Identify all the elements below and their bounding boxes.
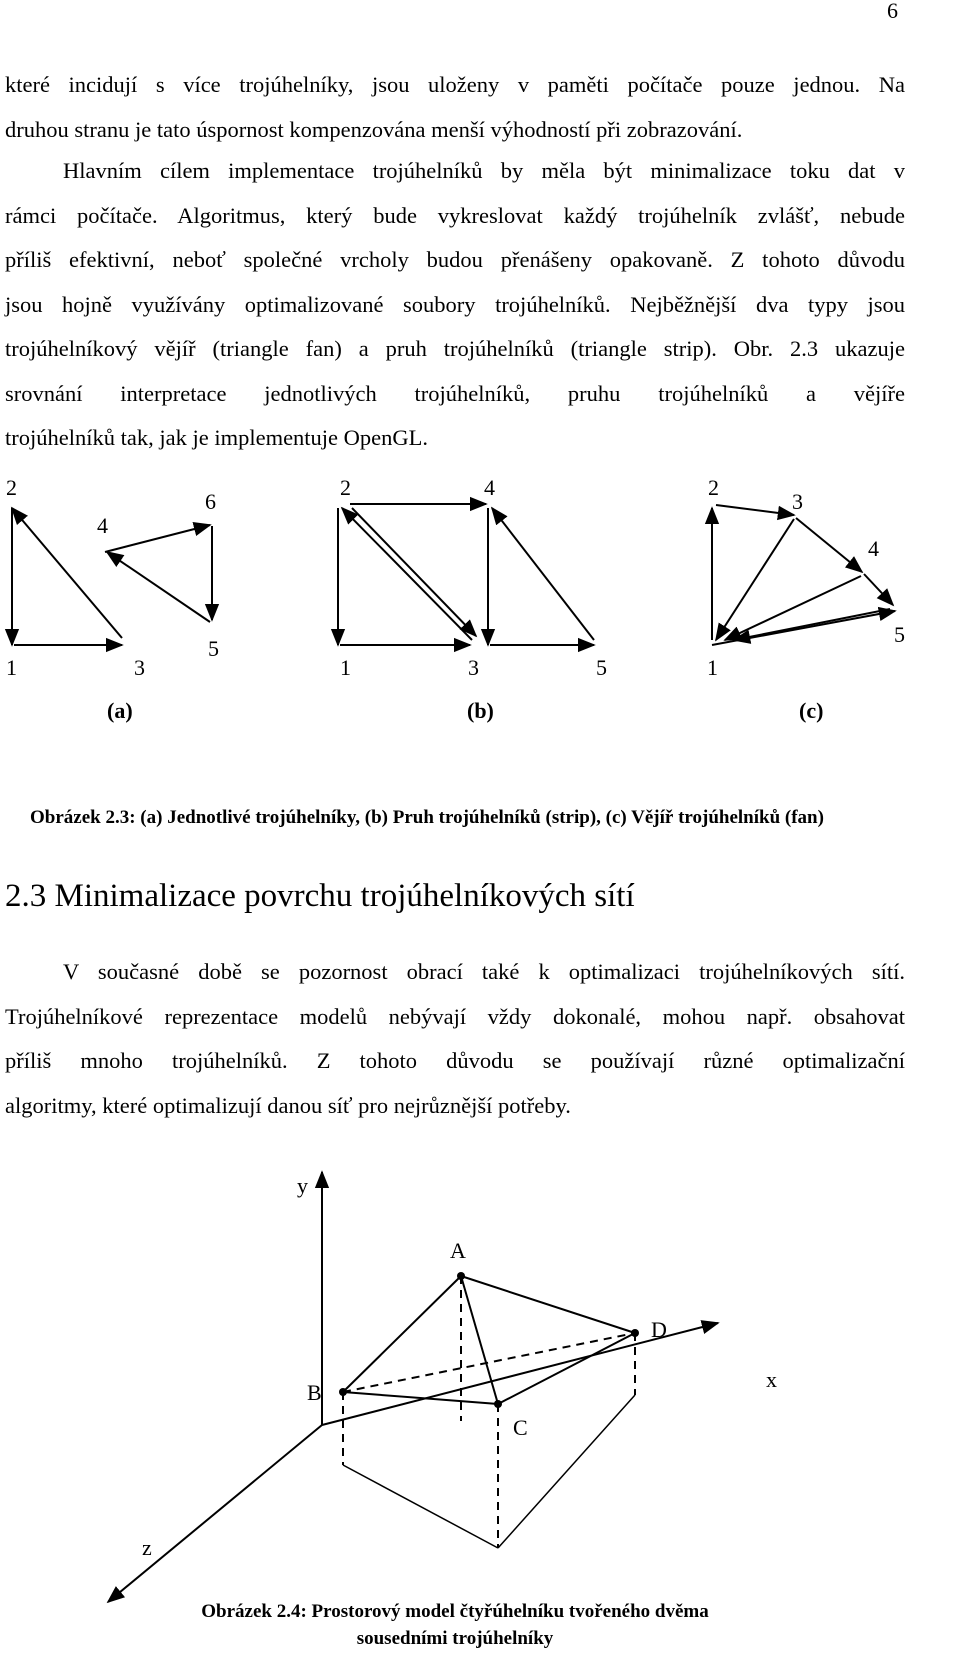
caption-line: sousedními trojúhelníky	[356, 1628, 554, 1649]
edge	[105, 525, 210, 552]
text-line: srovnání interpretace jednotlivých trojúhelníků, pruhu trojúhelníků a vějíře	[5, 380, 905, 406]
text-line: jsou hojně využívány optimalizované soubory trojúhelníků. Nejběžnější dva typy jsou	[5, 291, 905, 317]
paragraph-implementation	[5, 149, 905, 461]
vertex-label: 5	[596, 655, 607, 680]
floor-projection	[343, 1395, 635, 1548]
panel-label: (a)	[107, 698, 133, 723]
panel-c-fan	[712, 505, 895, 645]
axis-z	[108, 1425, 322, 1602]
vertex-label: 2	[6, 475, 17, 500]
vertex-label: 1	[6, 655, 17, 680]
edge	[864, 574, 893, 605]
text-line: algoritmy, které optimalizují danou síť pro nejrůznější potřeby.	[5, 1092, 571, 1118]
text-line: Trojúhelníkové reprezentace modelů nebývají vždy dokonalé, mohou např. obsahovat	[5, 1003, 905, 1029]
text-line: V současné době se pozornost obrací také k optimalizaci trojúhelníkových sítí.	[63, 959, 905, 984]
text-line: trojúhelníkový vějíř (triangle fan) a pruh trojúhelníků (triangle strip). Obr. 2.3 ukazuje	[5, 336, 905, 361]
axis-z-label: z	[142, 1535, 152, 1560]
vertex-label: 5	[208, 636, 219, 661]
panel-a-triangles	[12, 508, 212, 645]
projection	[343, 1465, 498, 1548]
projection-lines	[343, 1276, 635, 1548]
paragraph-section	[5, 950, 905, 1128]
edge	[796, 518, 862, 572]
vertex-label: 4	[484, 475, 495, 500]
page-number: 6	[887, 0, 898, 23]
panel-b-strip	[338, 504, 594, 645]
edge-ab	[343, 1276, 461, 1392]
point-b-label: B	[307, 1380, 322, 1405]
panel-label: (c)	[799, 698, 824, 723]
edge	[352, 508, 476, 636]
text-line: příliš efektivní, neboť společné vrcholy budou přenášeny opakovaně. Z tohoto důvodu	[5, 247, 905, 272]
edge	[716, 505, 794, 515]
vertex-label: 3	[134, 655, 145, 680]
edge-cd	[498, 1333, 635, 1404]
vertex-label: 1	[707, 655, 718, 680]
point-c-marker	[494, 1400, 502, 1408]
edge	[712, 611, 895, 645]
vertex-label: 6	[205, 489, 216, 514]
text-line: druhou stranu je tato úspornost kompenzována menší výhodností při zobrazování.	[5, 116, 743, 142]
text-line: rámci počítače. Algoritmus, který bude vykreslovat každý trojúhelník zvlášť, nebude	[5, 202, 905, 228]
edge-bd	[343, 1333, 635, 1392]
axis-y-label: y	[297, 1173, 308, 1198]
vertex-label: 4	[97, 513, 108, 538]
edge	[716, 519, 794, 640]
vertex-label: 3	[792, 489, 803, 514]
edge	[492, 508, 594, 640]
point-c-label: C	[513, 1415, 528, 1440]
edge	[342, 508, 472, 640]
panel-label: (b)	[467, 698, 494, 723]
point-d-marker	[631, 1329, 639, 1337]
vertex-label: 5	[894, 622, 905, 647]
text-line: které incidují s více trojúhelníky, jsou uloženy v paměti počítače pouze jednou. Na	[5, 72, 905, 97]
figure-caption: Obrázek 2.3: (a) Jednotlivé trojúhelníky, (b) Pruh trojúhelníků (strip), (c) Vějíř trojúhelníků (fan)	[30, 807, 824, 828]
axis-x-label: x	[766, 1367, 777, 1392]
point-a-label: A	[450, 1238, 466, 1263]
point-b-marker	[339, 1388, 347, 1396]
vertex-label: 4	[868, 536, 879, 561]
figure-caption	[0, 1598, 910, 1652]
vertex-label: 3	[468, 655, 479, 680]
section-heading: 2.3 Minimalizace povrchu trojúhelníkových sítí	[5, 878, 635, 914]
edge-bc	[343, 1392, 498, 1404]
vertex-label: 1	[340, 655, 351, 680]
point-d-label: D	[651, 1317, 667, 1342]
text-line: Hlavním cílem implementace trojúhelníků by měla být minimalizace toku dat v	[63, 158, 905, 183]
caption-line: Obrázek 2.4: Prostorový model čtyřúhelníku tvořeného dvěma	[201, 1601, 709, 1622]
edge	[107, 552, 210, 622]
figure-3d-quadrilateral	[0, 1160, 960, 1580]
figure-triangle-primitives	[0, 475, 960, 780]
text-line: trojúhelníků tak, jak je implementuje OpenGL.	[5, 425, 429, 450]
vertex-label: 2	[340, 475, 351, 500]
text-line: příliš mnoho trojúhelníků. Z tohoto důvodu se používají různé optimalizační	[5, 1048, 905, 1073]
point-a-marker	[457, 1272, 465, 1280]
edge-ad	[461, 1276, 635, 1333]
vertex-label: 2	[708, 475, 719, 500]
paragraph-continuation	[5, 63, 905, 152]
